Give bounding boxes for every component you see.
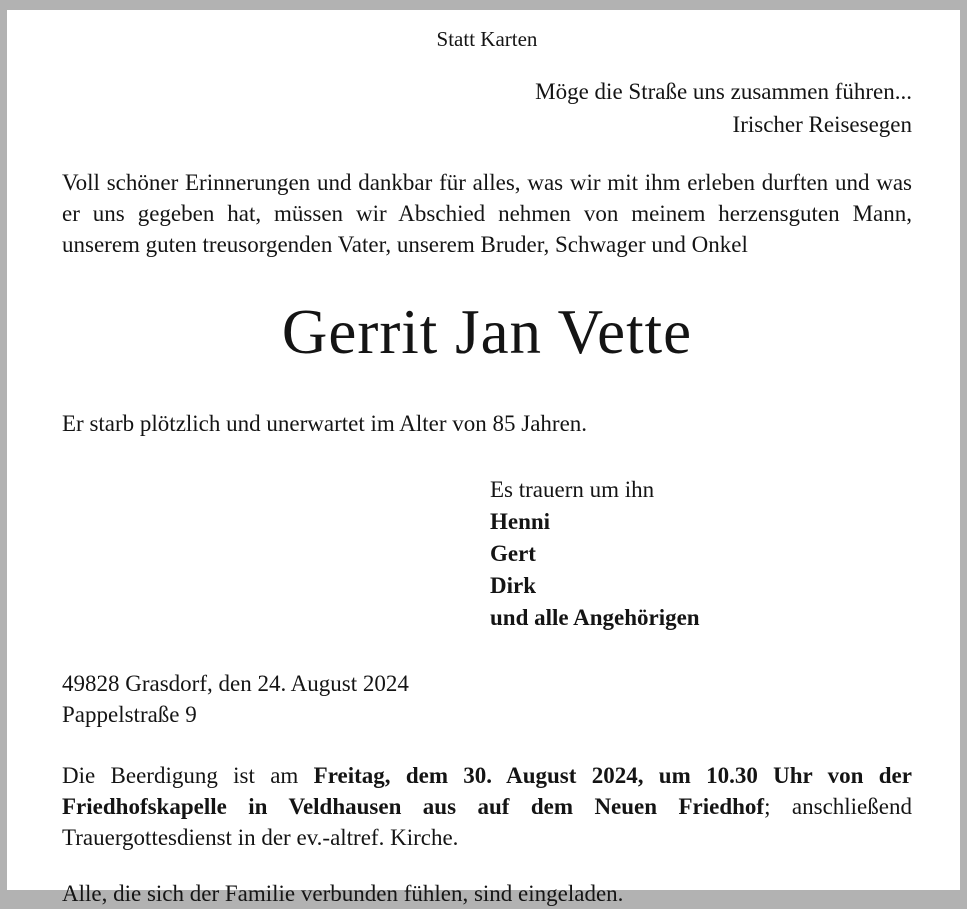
place-date-block (62, 668, 912, 730)
closing-invitation: Alle, die sich der Familie verbunden fühlen, sind eingeladen. (62, 881, 624, 906)
funeral-details-bold: Freitag, dem 30. August 2024, um 10.30 Uhr von der Friedhofskapelle in Veldhausen aus auf dem Neuen Friedhof (62, 763, 912, 819)
intro-paragraph: Voll schöner Erinnerungen und dankbar für alles, was wir mit ihm erleben durften und was er uns gegeben hat, müssen wir Abschied nehmen von meinem herzensguten Mann, unserem guten treusorgenden Vater, unserem Bruder, Schwager und Onkel (62, 170, 912, 257)
mourners-block (490, 474, 912, 634)
funeral-suffix: ; anschließend Trauergottesdienst in der ev.-altref. Kirche. (62, 794, 912, 850)
quote-block (62, 75, 912, 141)
obituary-page (7, 10, 960, 906)
deceased-name: Gerrit Jan Vette (281, 297, 693, 367)
mourner-name: Dirk (490, 573, 536, 598)
quote-text: Möge die Straße uns zusammen führen... (535, 79, 912, 104)
funeral-paragraph (62, 760, 912, 853)
street-line: Pappelstraße 9 (62, 702, 197, 727)
funeral-prefix: Die Beerdigung ist am (62, 763, 314, 788)
death-statement: Er starb plötzlich und unerwartet im Alter von 85 Jahren. (62, 411, 588, 436)
mourner-name: Henni (490, 509, 551, 534)
place-date-line: 49828 Grasdorf, den 24. August 2024 (62, 671, 409, 696)
mourner-name: und alle Angehörigen (490, 605, 700, 630)
mourner-name: Gert (490, 541, 536, 566)
quote-attribution: Irischer Reisesegen (732, 112, 912, 137)
mourners-heading: Es trauern um ihn (490, 477, 655, 502)
statt-karten-label: Statt Karten (436, 27, 538, 51)
